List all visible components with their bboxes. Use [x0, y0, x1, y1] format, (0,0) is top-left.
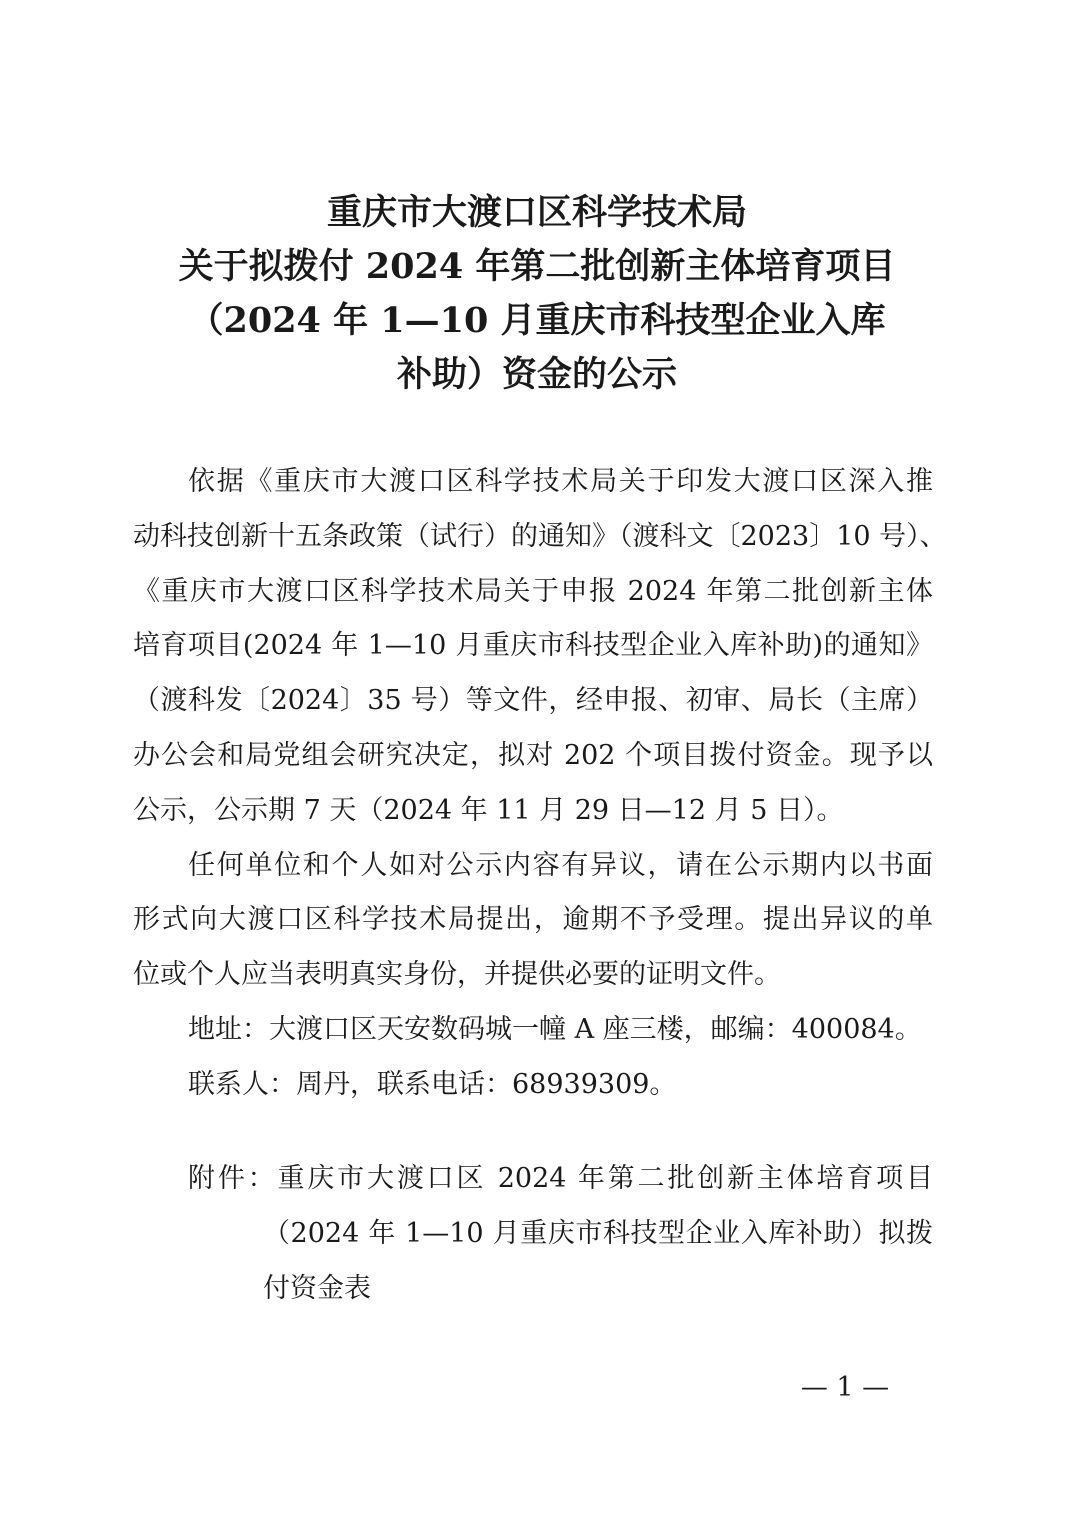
paragraph-basis: [133, 455, 947, 839]
contact-line: 联系人：周丹，联系电话：68939309。: [188, 1068, 677, 1100]
paragraph-line: （渡科发〔2024〕35 号）等文件，经申报、初审、局长（主席）: [133, 685, 933, 717]
paragraph-line: 《重庆市大渡口区科学技术局关于申报 2024 年第二批创新主体: [133, 575, 933, 607]
title-line-3: （2024 年 1—10 月重庆市科技型企业入库: [188, 300, 886, 341]
document-body: [133, 455, 947, 1113]
attachment-line-1: 附件：重庆市大渡口区 2024 年第二批创新主体培育项目: [188, 1163, 933, 1194]
attachment-line-3: 付资金表: [263, 1272, 371, 1304]
paragraph-line: 形式向大渡口区科学技术局提出，逾期不予受理。提出异议的单: [133, 904, 933, 936]
paragraph-line: 培育项目(2024 年 1—10 月重庆市科技型企业入库补助)的通知》: [133, 630, 933, 662]
title-line-4: 补助）资金的公示: [396, 354, 677, 395]
title-line-1: 重庆市大渡口区科学技术局: [326, 192, 747, 233]
attachment-note: [133, 1152, 933, 1316]
document-title: [0, 186, 1074, 402]
paragraph-line: 依据《重庆市大渡口区科学技术局关于印发大渡口区深入推: [188, 466, 933, 497]
title-line-2: 关于拟拨付 2024 年第二批创新主体培育项目: [178, 246, 896, 287]
address-line: 地址：大渡口区天安数码城一幢 A 座三楼，邮编：400084。: [188, 1013, 922, 1045]
paragraph-objection: [133, 839, 933, 1003]
attachment-line-2: （2024 年 1—10 月重庆市科技型企业入库补助）拟拨: [263, 1217, 933, 1249]
paragraph-line: 位或个人应当表明真实身份，并提供必要的证明文件。: [133, 959, 781, 991]
page-number: — 1 —: [800, 1372, 890, 1403]
paragraph-line: 动科技创新十五条政策（试行）的通知》（渡科文〔2023〕10 号）、: [133, 520, 947, 552]
paragraph-line: 任何单位和个人如对公示内容有异议，请在公示期内以书面: [188, 849, 933, 881]
paragraph-line: 办公会和局党组会研究决定，拟对 202 个项目拨付资金。现予以: [133, 739, 933, 771]
paragraph-line: 公示，公示期 7 天（2024 年 11 月 29 日—12 月 5 日）。: [133, 794, 844, 826]
